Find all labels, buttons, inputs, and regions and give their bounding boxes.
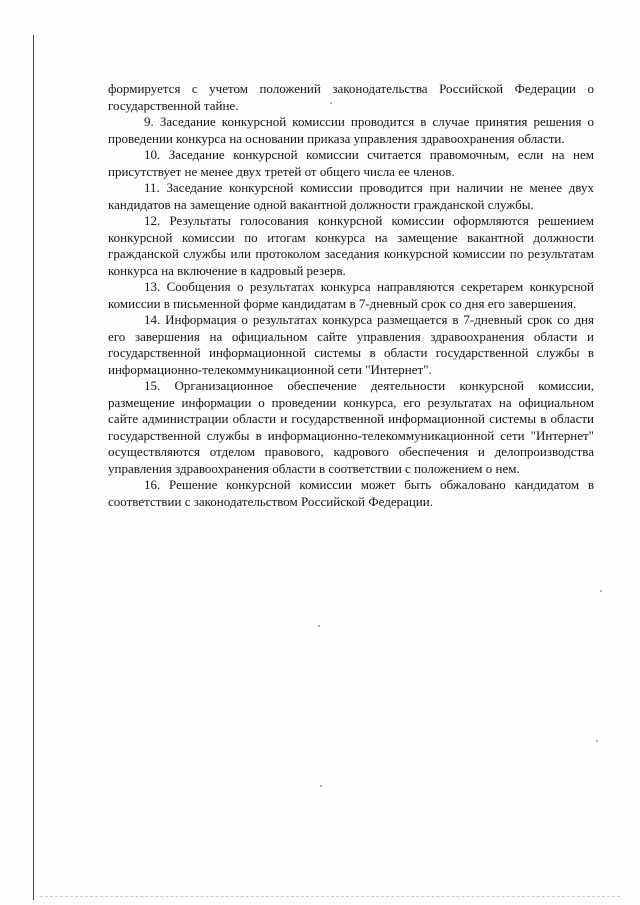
- paragraph-continuation: формируется с учетом положений законодательства Российской Федерации о государственной тайне.: [108, 81, 594, 113]
- paragraph-14: 14. Информация о результатах конкурса размещается в 7-дневный срок со дня его завершения на официальном сайте управления здравоохранения области и государственной информационной системы в области государственной службы в информационно-телекоммуникационной сети "Интернет".: [108, 312, 594, 377]
- paragraph-10: 10. Заседание конкурсной комиссии считается правомочным, если на нем присутствует не менее двух третей от общего числа ее членов.: [108, 147, 594, 179]
- paragraph-16: 16. Решение конкурсной комиссии может быть обжаловано кандидатом в соответствии с законодательством Российской Федерации.: [108, 477, 594, 509]
- scan-speck: [318, 625, 320, 627]
- paragraph-15: 15. Организационное обеспечение деятельности конкурсной комиссии, размещение информации о проведении конкурса, его результатах на официальном сайте администрации области и государственной информационной системы в области государственной службы в информационно-телекоммуникационной сети "Интернет" осуществляются отделом правового, кадрового обеспечения и делопроизводства управления здравоохранения области в соответствии с положением о нем.: [108, 378, 594, 476]
- scan-speck: [330, 102, 332, 104]
- scan-bottom-edge: [40, 896, 620, 899]
- paragraph-12: 12. Результаты голосования конкурсной комиссии оформляются решением конкурсной комиссии по итогам конкурса на замещение вакантной должности гражданской службы или протоколом заседания конкурсной комиссии по результатам конкурса на включение в кадровый резерв.: [108, 213, 594, 278]
- paragraph-11: 11. Заседание конкурсной комиссии проводится при наличии не менее двух кандидатов на замещение одной вакантной должности гражданской службы.: [108, 180, 594, 212]
- document-body: [108, 81, 594, 510]
- scan-speck: [320, 785, 322, 787]
- paragraph-9: 9. Заседание конкурсной комиссии проводится в случае принятия решения о проведении конкурса на основании приказа управления здравоохранения области.: [108, 114, 594, 146]
- scan-edge-line: [33, 35, 34, 900]
- scan-speck: [600, 590, 602, 592]
- scan-speck: [596, 740, 598, 742]
- paragraph-13: 13. Сообщения о результатах конкурса направляются секретарем конкурсной комиссии в письменной форме кандидатам в 7-дневный срок со дня его завершения.: [108, 279, 594, 311]
